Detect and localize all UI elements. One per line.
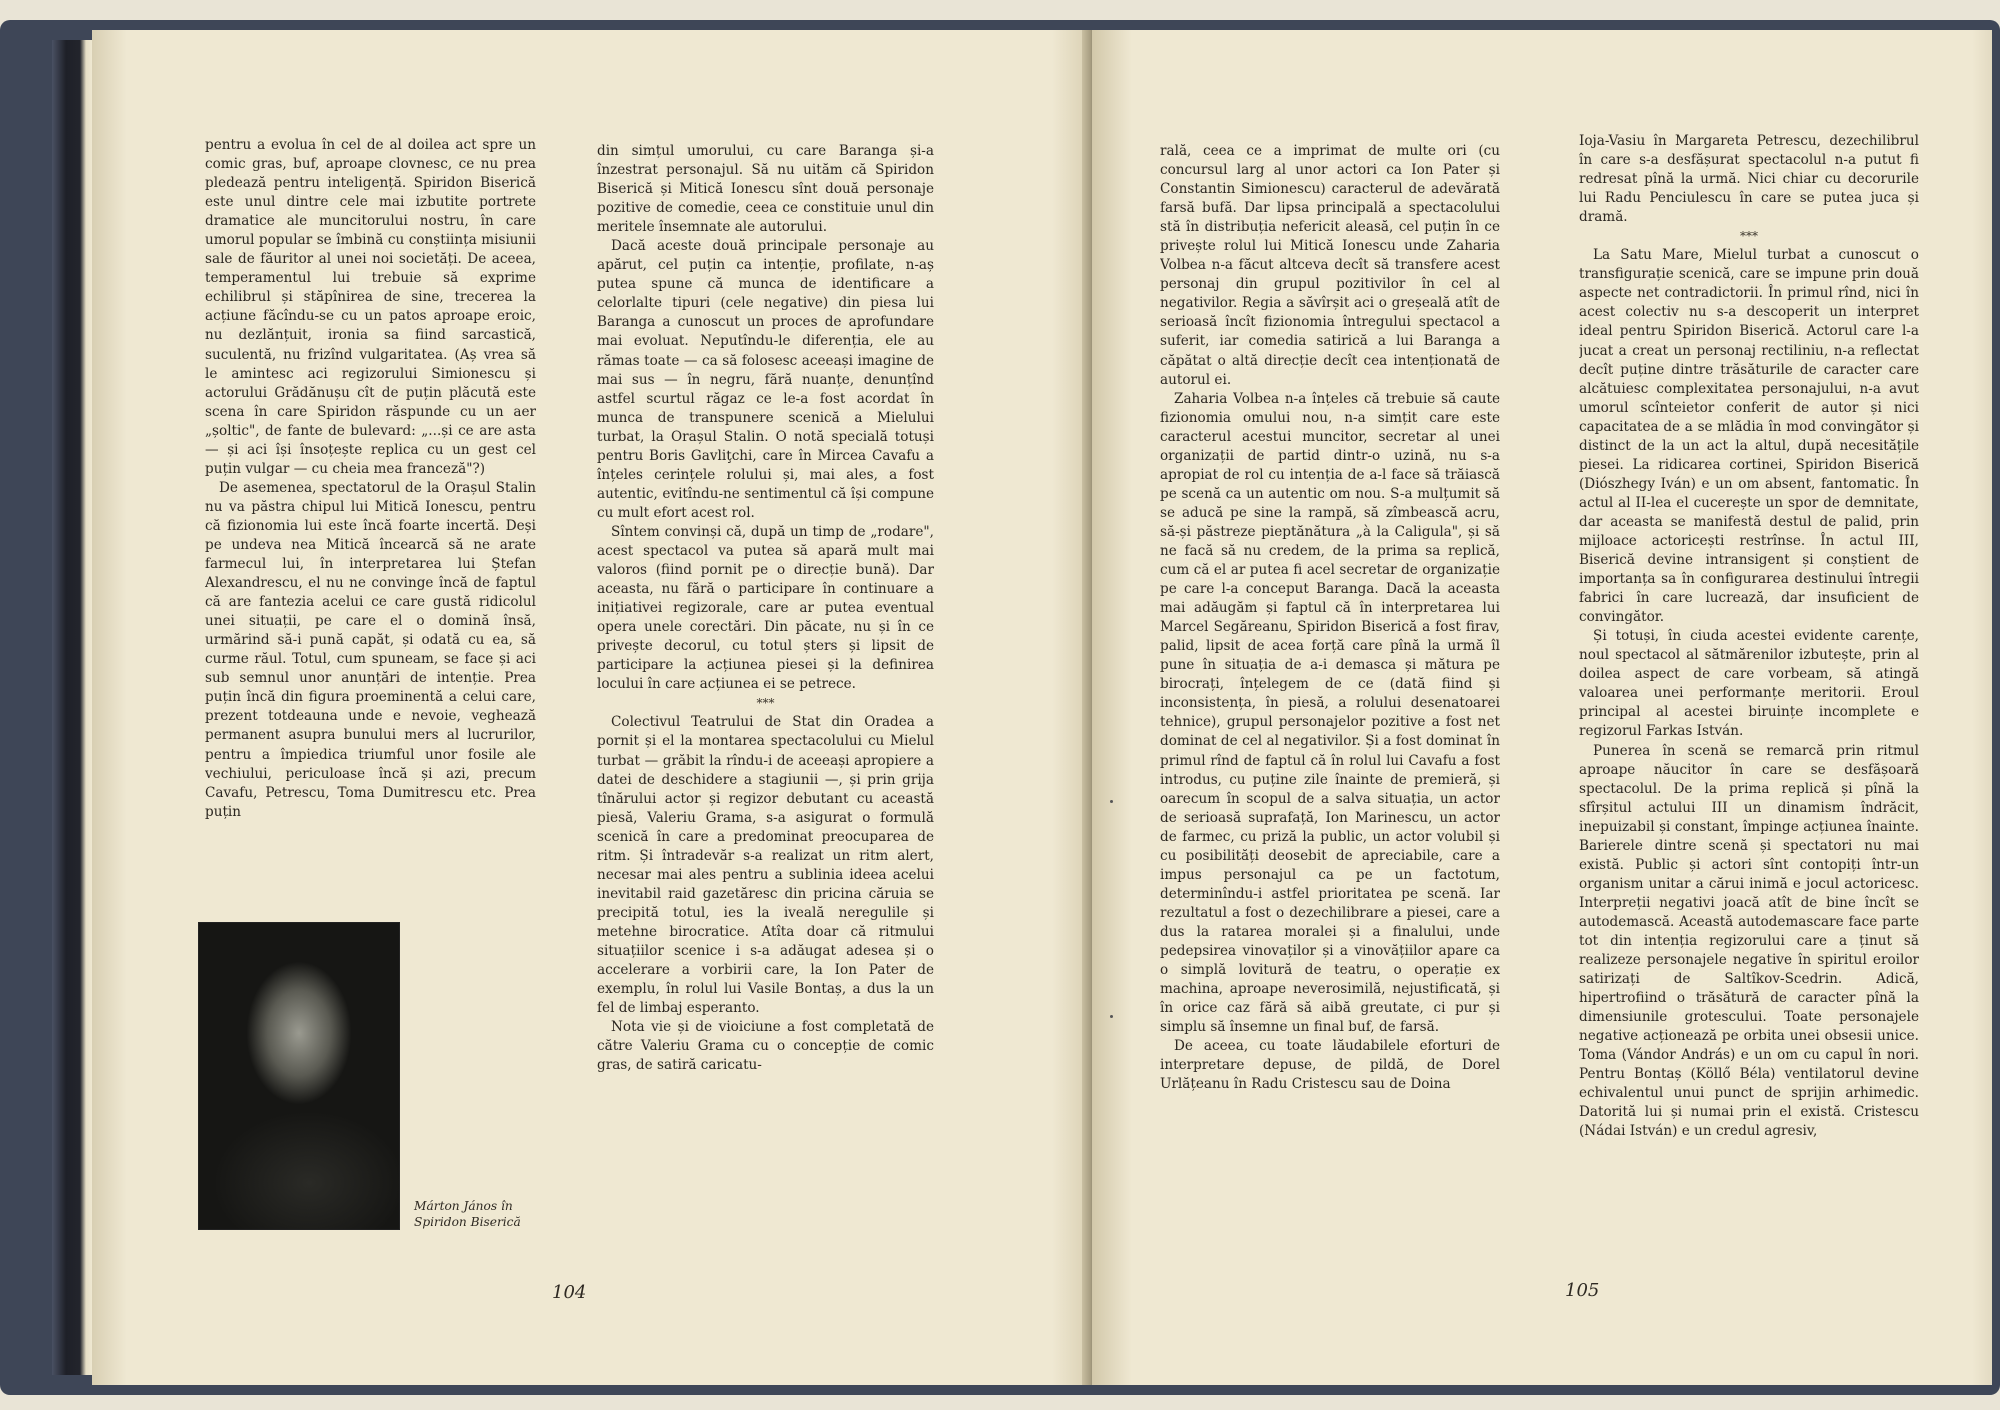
article-paragraph: Punerea în scenă se remarcă prin ritmul aproape năucitor în care se desfășoară spectacolul. De la prima replică și pînă la sfîrșitul actului III un dinamism îndrăcit, inepuizabil și constant, împinge acțiunea înainte. Barierele dintre scenă și spectatori nu mai există. Public și actori sînt contopiți într-un organism unitar a cărui inimă e jocul actoricesc. Interpreții negativi joacă atît de bine încît se autodemască. Această autodemascare face parte tot din intenția regizorului care a ținut să realizeze personajele negative în spiritul eroilor satirizați de Saltîkov-Scedrin. Adică, hipertrofiind o trăsătură de caracter pînă la dimensiunile grotescului. Toate personajele negative acționează pe orbita unei obsesii unice. Toma (Vándor András) e un om cu capul în nori. Pentru Bontaș (Köllő Béla) ventilatorul devine echivalentul unui punct de sprijin arhimedic. Datorită lui și numai prin el există. Cristescu (Nádai István) e un credul agresiv, — [1579, 742, 1919, 1140]
margin-mark — [1110, 1015, 1113, 1018]
article-paragraph: Colectivul Teatrului de Stat din Oradea a pornit și el la montarea spectacolului cu Mielul turbat — grăbit la rîndu-i de aceeași apropiere a datei de deschidere a stagiunii —, și prin grija tînărului actor și regizor debutant cu această piesă, Valeriu Grama, s-a asigurat o formulă scenică în care a predominat preocuparea de ritm. Și întradevăr s-a realizat un ritm alert, necesar mai ales pentru a sublinia ideea acelui inevitabil raid gazetăresc din pricina căruia se precipită totul, ies la iveală neregulile și metehne birocratice. Atîta doar că ritmului situațiilor scenice i s-a adăugat adesea și o accelerare a vorbirii care, la Ion Pater de exemplu, în rolul lui Vasile Bontaș, a dus la un fel de limbaj esperanto. — [597, 714, 934, 1017]
article-paragraph: De aceea, cu toate lăudabilele eforturi de interpretare depuse, de pildă, de Dorel Urlățeanu în Radu Cristescu sau de Doina — [1160, 1038, 1500, 1093]
open-book — [52, 30, 1994, 1385]
article-paragraph: De asemenea, spectatorul de la Orașul Stalin nu va păstra chipul lui Mitică Ionescu, pentru că fizionomia lui este încă foarte incertă. Deși pe undeva nea Mitică încearcă să ne arate farmecul lui, în interpretarea lui Ștefan Alexandrescu, el nu ne convinge încă de faptul că are fantezia acelui ce care gustă ridicolul unei situații, pe care el o domină însă, urmărind să-i pună capăt, și odată cu ea, să curme răul. Totul, cum spuneam, se face și aci sub semnul unor anunțări de intenție. Prea puțin încă din figura proeminentă a celui care, prezent totdeauna unde e nevoie, veghează permanent asupra bunului mers al lucrurilor, pentru a împiedica triumful unor fosile ale vechiului, periculoase încă și azi, precum Cavafu, Petrescu, Toma Dumitrescu etc. Prea puțin — [205, 479, 536, 820]
article-paragraph: Ioja-Vasiu în Margareta Petrescu, dezechilibrul în care s-a desfășurat spectacolul n-a putut fi redresat pînă la urmă. Nici chiar cu decorurile lui Radu Penciulescu în care se putea juca și dramă. — [1579, 133, 1919, 226]
portrait-photo — [198, 922, 400, 1230]
article-paragraph: din simțul umorului, cu care Baranga și-a înzestrat personajul. Să nu uităm că Spiridon Biserică și Mitică Ionescu sînt două personaje pozitive de comedie, ceea ce constituie unul din meritele însemnate ale autorului. — [597, 143, 934, 236]
page-number-left: 104 — [552, 1282, 587, 1303]
left-page — [92, 30, 1091, 1385]
left-page-column-1 — [205, 136, 536, 936]
section-separator: *** — [1740, 229, 1758, 244]
article-paragraph: Și totuși, în ciuda acestei evidente carențe, noul spectacol al sătmărenilor izbutește, prin al doilea aspect de care vorbeam, să atingă valoarea unei performanțe meritorii. Eroul principal al acestei biruințe incomplete e regizorul Farkas István. — [1579, 628, 1919, 740]
article-paragraph: Nota vie și de vioiciune a fost completată de către Valeriu Grama cu o concepție de comic gras, de satiră caricatu- — [597, 1019, 934, 1074]
left-page-column-2 — [597, 142, 934, 1282]
article-paragraph: pentru a evolua în cel de al doilea act spre un comic gras, buf, aproape clovnesc, ce nu prea pledează pentru inteligență. Spiridon Biserică este unul dintre cele mai izbutite portrete dramatice ale muncitorului nostru, în care umorul popular se îmbină cu conștiința misiunii sale de făuritor al unei noi societăți. De aceea, temperamentul lui trebuie să exprime echilibrul și stăpînirea de sine, trecerea la acțiune făcîndu-se cu un patos aproape eroic, nu dezlănțuit, ironia sa fiind sarcastică, suculentă, nu frizînd vulgaritatea. (Aș vrea să le amintesc aci regizorului Simionescu și actorului Grădănușu cît de puțin plăcută este scena în care Spiridon răspunde cu un aer „șoltic", de fante de bulevard: „...și ce are asta — și aci își însoțește replica cu un gest cel puțin vulgar — cu cheia mea franceză"?) — [205, 137, 536, 477]
article-paragraph: Sîntem convinși că, după un timp de „rodare", acest spectacol va putea să apară mult mai valoros (fiind pornit pe o direcție bună). Dar aceasta, nu fără o participare în continuare a inițiativei regizorale, care ar putea eventual opera unele corectări. Din păcate, nu și în ce privește decorul, cu totul șters și lipsit de participare la acțiunea piesei și la definirea locului în care acțiunea ei se petrece. — [597, 523, 934, 693]
right-page-column-2 — [1579, 132, 1919, 1282]
right-page — [1092, 30, 1992, 1385]
section-separator: *** — [756, 696, 775, 711]
page-number-right: 105 — [1565, 1280, 1600, 1301]
right-page-column-1 — [1160, 142, 1500, 1282]
left-binding-edge — [52, 40, 92, 1375]
article-paragraph: Zaharia Volbea n-a înțeles că trebuie să caute fizionomia omului nou, n-a simțit care este caracterul acestui muncitor, secretar al unei organizații de partid dintr-o uzină, nu s-a apropiat de rol cu intenția de a-l face să trăiască pe scenă ca un autentic om nou. S-a mulțumit să se aducă pe sine la rampă, să zîmbească acru, să-și păstreze pieptănătura „à la Caligula", și să ne facă să nu credem, de la prima sa replică, cum că el ar putea fi acel secretar de organizație pe care l-a conceput Baranga. Dacă la aceasta mai adăugăm și faptul că în interpretarea lui Marcel Segăreanu, Spiridon Biserică a fost firav, palid, lipsit de acea forță care pînă la urmă îl pune în situația de a-i demasca și mătura pe birocrați, înțelegem de ce (dată fiind și inconsistența, în piesă, a rolului desenatoarei tehnice), grupul personajelor pozitive a fost net dominat de cel al negativilor. Și a fost dominat în primul rînd de faptul că în rolul lui Cavafu a fost introdus, cu puține zile înainte de premieră, și oarecum în scopul de a salva situația, un actor de serioasă suprafață, Ion Marinescu, un actor de farmec, cu priză la public, un actor volubil și cu posibilități deosebit de apreciabile, care a impus personajul ca pe un factotum, determinîndu-i astfel prioritatea pe scenă. Iar rezultatul a fost o dezechilibrare a piesei, care a dus la ratarea moralei și a finalului, unde pedepsirea vinovaților și a vinovățiilor apare ca o simplă lovitură de teatru, o operație ex machina, aproape neverosimilă, nejustificată, și în orice caz fără să aibă greutate, ci pur și simplu să însemne un final buf, de farsă. — [1160, 390, 1500, 1036]
photo-caption: Márton János în Spiridon Biserică — [414, 1199, 521, 1229]
article-paragraph: Dacă aceste două principale personaje au apărut, cel puțin ca intenție, profilate, n-aș putea spune că munca de identificare a celorlalte tipuri (cele negative) din piesa lui Baranga a cunoscut un proces de aprofundare mai evoluat. Neputîndu-le diferenția, ele au rămas toate — ca să folosesc aceeași imagine de mai sus — în negru, fără nuanțe, denunțînd astfel scurtul răgaz ce le-a fost acordat în munca de transpunere scenică a Mielului turbat, la Orașul Stalin. O notă specială totuși pentru Boris Gavliţchi, care în Mircea Cavafu a înțeles cerințele rolului și, mai ales, a fost autentic, evitîndu-ne sentimentul că își compune cu mult efort acest rol. — [597, 238, 934, 521]
margin-mark — [1110, 800, 1113, 803]
article-paragraph: rală, ceea ce a imprimat de multe ori (cu concursul larg al unor actori ca Ion Pater și Constantin Simionescu) caracterul de adevărată farsă bufă. Dar lipsa principală a spectacolului stă în distribuția nefericit aleasă, cel puțin în ce privește rolul lui Mitică Ionescu unde Zaharia Volbea n-a făcut altceva decît să transfere acest personaj din grupul pozitivilor în cel al negativilor. Regia a săvîrșit aci o greșeală atît de serioasă încît fizionomia întregului spectacol a suferit, iar comedia satirică a lui Baranga a căpătat o altă direcție decît cea intenționată de autorul ei. — [1160, 143, 1500, 388]
article-paragraph: La Satu Mare, Mielul turbat a cunoscut o transfigurație scenică, care se impune prin două aspecte net contradictorii. În primul rînd, nici în acest colectiv nu s-a descoperit un interpret ideal pentru Spiridon Biserică. Actorul care l-a jucat a creat un personaj rectiliniu, n-a reflectat decît puține dintre trăsăturile de caracter care alcătuiesc complexitatea personajului, n-a avut umorul scînteietor conferit de autor și nici capacitatea de a se mlădia în mod convingător și distinct de la un act la altul, după necesitățile piesei. La ridicarea cortinei, Spiridon Biserică (Diószhegy Iván) e un om absent, fantomatic. În actul al II-lea el cucerește un spor de demnitate, dar aceasta se manifestă destul de palid, prin mijloace actoricești restrînse. În actul III, Biserică devine intransigent și conștient de importanța sa în configurarea destinului întregii fabrici în care lucrează, dar insuficient de convingător. — [1579, 247, 1919, 626]
